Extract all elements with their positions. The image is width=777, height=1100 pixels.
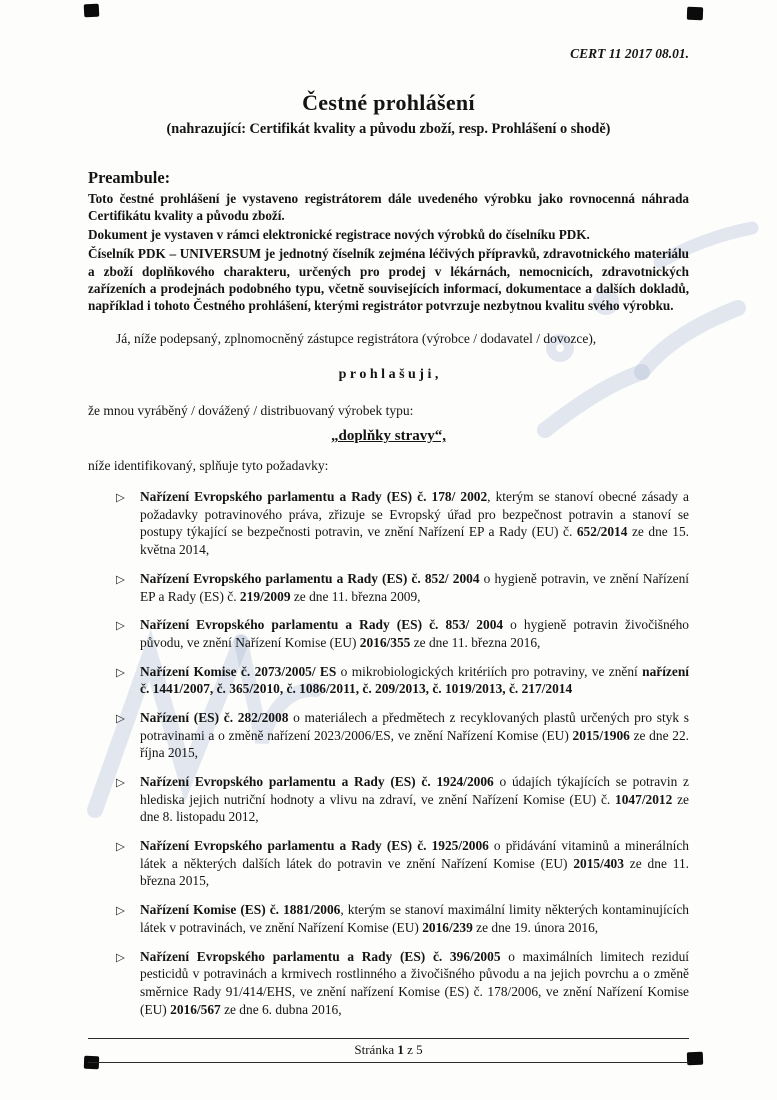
requirement-text: Nařízení Komise č. 2073/2005/ ES o mikrobiologických kritériích pro potraviny, ve znění nařízení č. 1441/2007, č. 365/2010, č. 1086/2011, č. 209/2013, č. 1019/2013, č. 217/2014	[140, 663, 689, 697]
arrow-bullet-icon: ▷	[116, 664, 125, 679]
requirement-text: Nařízení Komise (ES) č. 1881/2006, kterým se stanoví maximální limity některých kontaminujících látek v potravinách, ve znění Nařízení Komise (EU) 2016/239 ze dne 19. února 2016,	[140, 902, 689, 935]
page-number-suffix: z 5	[403, 1042, 423, 1057]
page-number-value: 1	[397, 1042, 404, 1057]
requirement-item	[88, 837, 689, 890]
requirement-item	[88, 709, 689, 762]
requirement-text: Nařízení (ES) č. 282/2008 o materiálech a předmětech z recyklovaných plastů určených pro styk s potravinami a o změně nařízení 2023/2006/ES, ve znění Nařízení Komise (EU) 2015/1906 ze dne 22. října 2015,	[140, 709, 689, 761]
requirement-text: Nařízení Evropského parlamentu a Rady (ES) č. 853/ 2004 o hygieně potravin živočišného původu, ve znění Nařízení Komise (EU) 2016/355 ze dne 11. března 2016,	[140, 617, 689, 650]
page-footer	[88, 1038, 689, 1063]
arrow-bullet-icon: ▷	[116, 571, 125, 586]
requirement-item	[88, 901, 689, 936]
arrow-bullet-icon: ▷	[116, 949, 125, 964]
arrow-bullet-icon: ▷	[116, 903, 125, 918]
requirements-intro: níže identifikovaný, splňuje tyto požadavky:	[88, 458, 329, 474]
requirement-item	[88, 488, 689, 559]
arrow-bullet-icon: ▷	[116, 839, 125, 854]
requirement-item	[88, 773, 689, 826]
requirement-text: Nařízení Evropského parlamentu a Rady (ES) č. 178/ 2002, kterým se stanoví obecné zásady a požadavky potravinového práva, zřizuje se Evropský úřad pro bezpečnost potravin a stanoví se postupy týkající se bezpečnosti potravin, ve znění Nařízení EP a Rady (EU) č. 652/2014 ze dne 15. května 2014,	[140, 489, 689, 558]
document-reference: CERT 11 2017 08.01.	[570, 46, 689, 61]
requirement-text: Nařízení Evropského parlamentu a Rady (ES) č. 1924/2006 o údajích týkajících se potravin z hlediska jejich nutriční hodnoty a vlivu na zdraví, ve znění Nařízení Komise (EU) č. 1047/2012 ze dne 8. listopadu 2012,	[140, 774, 689, 825]
product-type: „doplňky stravy“,	[330, 428, 447, 445]
page-number	[88, 1039, 689, 1062]
footer-rule-bottom	[88, 1062, 689, 1063]
corner-registration-mark	[687, 7, 703, 21]
declaration-verb: p r o h l a š u j i ,	[338, 367, 439, 383]
arrow-bullet-icon: ▷	[116, 490, 125, 505]
requirement-text: Nařízení Evropského parlamentu a Rady (ES) č. 852/ 2004 o hygieně potravin, ve znění Nařízení EP a Rady (ES) č. 219/2009 ze dne 11. března 2009,	[140, 570, 689, 604]
arrow-bullet-icon: ▷	[116, 775, 125, 790]
preambule-paragraph-1: Toto čestné prohlášení je vystaveno registrátorem dále uvedeného výrobku jako rovnocenná náhrada Certifikátu kvality a původu zboží.	[88, 191, 689, 224]
product-line: že mnou vyráběný / dovážený / distribuovaný výrobek typu:	[88, 403, 414, 419]
page-subtitle: (nahrazující: Certifikát kvality a původu zboží, resp. Prohlášení o shodě)	[166, 121, 611, 137]
page-title: Čestné prohlášení	[302, 90, 475, 115]
requirement-item	[88, 663, 689, 698]
arrow-bullet-icon: ▷	[116, 710, 125, 725]
preambule-paragraph-3: Číselník PDK – UNIVERSUM je jednotný číselník zejména léčivých přípravků, zdravotnického materiálu a zboží doplňkového charakteru, určených pro prodej v lékárnách, nemocnicích, zdravotnických zařízeních a prodejnách podobného typu, včetně souvisejících informací, dokumentace a dalších dokladů, například i tohoto Čestného prohlášení, kterými registrátor potvrzuje nezbytnou kvalitu svého výrobku.	[88, 246, 689, 313]
requirement-text: Nařízení Evropského parlamentu a Rady (ES) č. 1925/2006 o přidávání vitaminů a minerálních látek a některých dalších látek do potravin ve znění Nařízení Komise (EU) 2015/403 ze dne 11. března 2015,	[140, 838, 689, 889]
requirements-list	[88, 488, 689, 1018]
requirement-item	[88, 948, 689, 1019]
requirement-item	[88, 570, 689, 605]
requirement-item	[88, 616, 689, 651]
corner-registration-mark	[687, 1052, 703, 1066]
page-number-prefix: Stránka	[354, 1042, 398, 1057]
document-body	[88, 0, 689, 1029]
arrow-bullet-icon: ▷	[116, 618, 125, 633]
preambule-heading: Preambule:	[88, 168, 171, 187]
declaration-intro: Já, níže podepsaný, zplnomocněný zástupce registrátora (výrobce / dodavatel / dovozce),	[116, 331, 597, 347]
preambule-paragraph-2: Dokument je vystaven v rámci elektronické registrace nových výrobků do číselníku PDK.	[88, 227, 590, 243]
requirement-text: Nařízení Evropského parlamentu a Rady (ES) č. 396/2005 o maximálních limitech reziduí pesticidů v potravinách a krmivech rostlinného a živočišného původu a na jejich povrchu a o změně směrnice Rady 91/414/EHS, ve znění nařízení Komise (ES) č. 178/2006, ve znění Nařízení Komise (EU) 2016/567 ze dne 6. dubna 2016,	[140, 948, 689, 1017]
